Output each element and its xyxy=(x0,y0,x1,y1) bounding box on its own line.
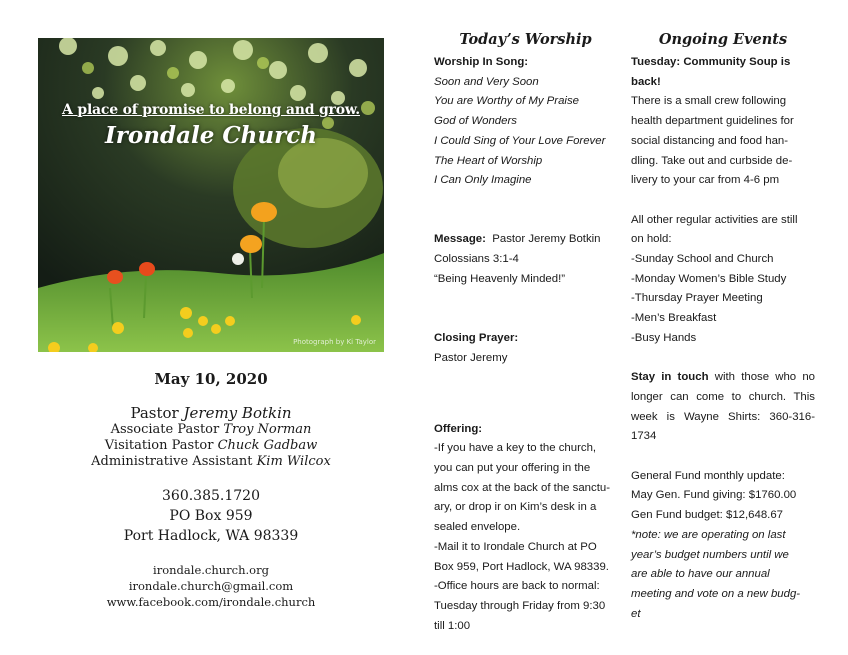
budget-note-line: meeting and vote on a new budg- xyxy=(631,587,801,600)
offering-line: Tuesday through Friday from 9:30 xyxy=(434,599,606,612)
offering-line: you can put your offering in the xyxy=(434,462,591,475)
soup-text-line: There is a small crew following xyxy=(631,95,787,108)
staff-visitation-pastor xyxy=(38,438,384,454)
stay-in-touch-text: with those who no longer can come to church. This week is Wayne Shirts: 360-316-1734 xyxy=(631,371,815,443)
po-box: PO Box 959 xyxy=(169,508,253,524)
staff-role: Visitation Pastor xyxy=(104,438,214,453)
soup-heading: back! xyxy=(631,75,661,88)
soup-text-line: social distancing and food han- xyxy=(631,134,789,147)
stay-in-touch xyxy=(631,368,815,447)
offering-line: till 1:00 xyxy=(434,619,471,632)
on-hold-item: -Men’s Breakfast xyxy=(631,312,717,325)
todays-worship-column xyxy=(434,30,617,636)
cover-photo xyxy=(38,38,384,352)
bulletin-date: May 10, 2020 xyxy=(154,370,268,388)
offering-line: -If you have a key to the church, xyxy=(434,442,597,455)
song-item: God of Wonders xyxy=(434,115,517,128)
songs-heading: Worship In Song: xyxy=(434,56,529,68)
soup-heading: Tuesday: Community Soup is xyxy=(631,56,791,68)
budget-note-line: are able to have our annual xyxy=(631,568,770,581)
closing-prayer-by: Pastor Jeremy xyxy=(434,351,508,364)
budget-note-line: *note: we are operating on last xyxy=(631,528,786,541)
events-title: Ongoing Events xyxy=(658,31,788,48)
song-item: You are Worthy of My Praise xyxy=(434,95,579,108)
budget-note-line: et xyxy=(631,607,641,620)
song-item: Soon and Very Soon xyxy=(434,75,539,88)
church-info xyxy=(38,370,384,610)
staff-pastor xyxy=(38,404,384,422)
fund-line: Gen Fund budget: $12,648.67 xyxy=(631,509,783,522)
on-hold-intro: All other regular activities are still xyxy=(631,213,798,226)
song-item: The Heart of Worship xyxy=(434,154,543,167)
staff-role: Pastor xyxy=(130,404,179,422)
staff-name: Troy Norman xyxy=(223,422,312,437)
message-speaker: Pastor Jeremy Botkin xyxy=(492,233,601,246)
website-link[interactable]: irondale.church.org xyxy=(153,563,269,577)
offering-line: Box 959, Port Hadlock, WA 98339. xyxy=(434,560,609,573)
staff-associate-pastor xyxy=(38,422,384,438)
on-hold-item: -Monday Women’s Bible Study xyxy=(631,272,787,285)
offering-line: -Mail it to Irondale Church at PO xyxy=(434,540,597,553)
church-name: Irondale Church xyxy=(105,122,317,149)
offering-line: -Office hours are back to normal: xyxy=(434,580,600,593)
fund-line: May Gen. Fund giving: $1760.00 xyxy=(631,489,797,502)
soup-text-line: health department guidelines for xyxy=(631,115,794,128)
ongoing-events-column xyxy=(631,30,815,624)
staff-role: Associate Pastor xyxy=(110,422,220,437)
staff-role: Administrative Assistant xyxy=(91,454,253,469)
on-hold-intro: on hold: xyxy=(631,233,672,246)
on-hold-item: -Busy Hands xyxy=(631,331,697,344)
song-item: I Can Only Imagine xyxy=(434,174,532,187)
staff-admin-assistant xyxy=(38,454,384,470)
budget-note-line: year’s budget numbers until we xyxy=(631,548,789,561)
message-heading: Message: xyxy=(434,233,486,246)
facebook-link[interactable]: www.facebook.com/irondale.church xyxy=(106,595,316,609)
city-state-zip: Port Hadlock, WA 98339 xyxy=(123,528,299,544)
staff-name: Jeremy Botkin xyxy=(183,404,292,422)
garden-photo-illustration xyxy=(38,38,384,352)
staff-name: Chuck Gadbaw xyxy=(217,438,318,453)
soup-text-line: dling. Take out and curbside de- xyxy=(631,154,793,167)
staff-name: Kim Wilcox xyxy=(256,454,331,469)
contact-block xyxy=(38,486,384,546)
soup-text-line: livery to your car from 4-6 pm xyxy=(631,174,780,187)
song-item: I Could Sing of Your Love Forever xyxy=(434,134,606,147)
offering-line: ary, or drop ir on Kim’s desk in a xyxy=(434,501,597,514)
photo-credit: Photograph by Ki Taylor xyxy=(293,338,376,346)
stay-in-touch-heading: Stay in touch xyxy=(631,371,709,384)
offering-heading: Offering: xyxy=(434,422,483,435)
fund-line: General Fund monthly update: xyxy=(631,469,785,482)
offering-line: sealed envelope. xyxy=(434,521,521,534)
closing-prayer-heading: Closing Prayer: xyxy=(434,331,519,344)
web-links xyxy=(38,562,384,610)
on-hold-item: -Sunday School and Church xyxy=(631,253,774,266)
email-link[interactable]: irondale.church@gmail.com xyxy=(128,579,294,593)
message-scripture: Colossians 3:1-4 xyxy=(434,253,519,266)
on-hold-item: -Thursday Prayer Meeting xyxy=(631,292,763,305)
worship-title: Today’s Worship xyxy=(459,31,592,48)
message-title: “Being Heavenly Minded!” xyxy=(434,272,566,285)
message-line xyxy=(434,230,617,250)
phone-number: 360.385.1720 xyxy=(162,488,260,504)
church-tagline: A place of promise to belong and grow. xyxy=(62,102,360,118)
offering-line: alms cox at the back of the sanctu- xyxy=(434,481,611,494)
